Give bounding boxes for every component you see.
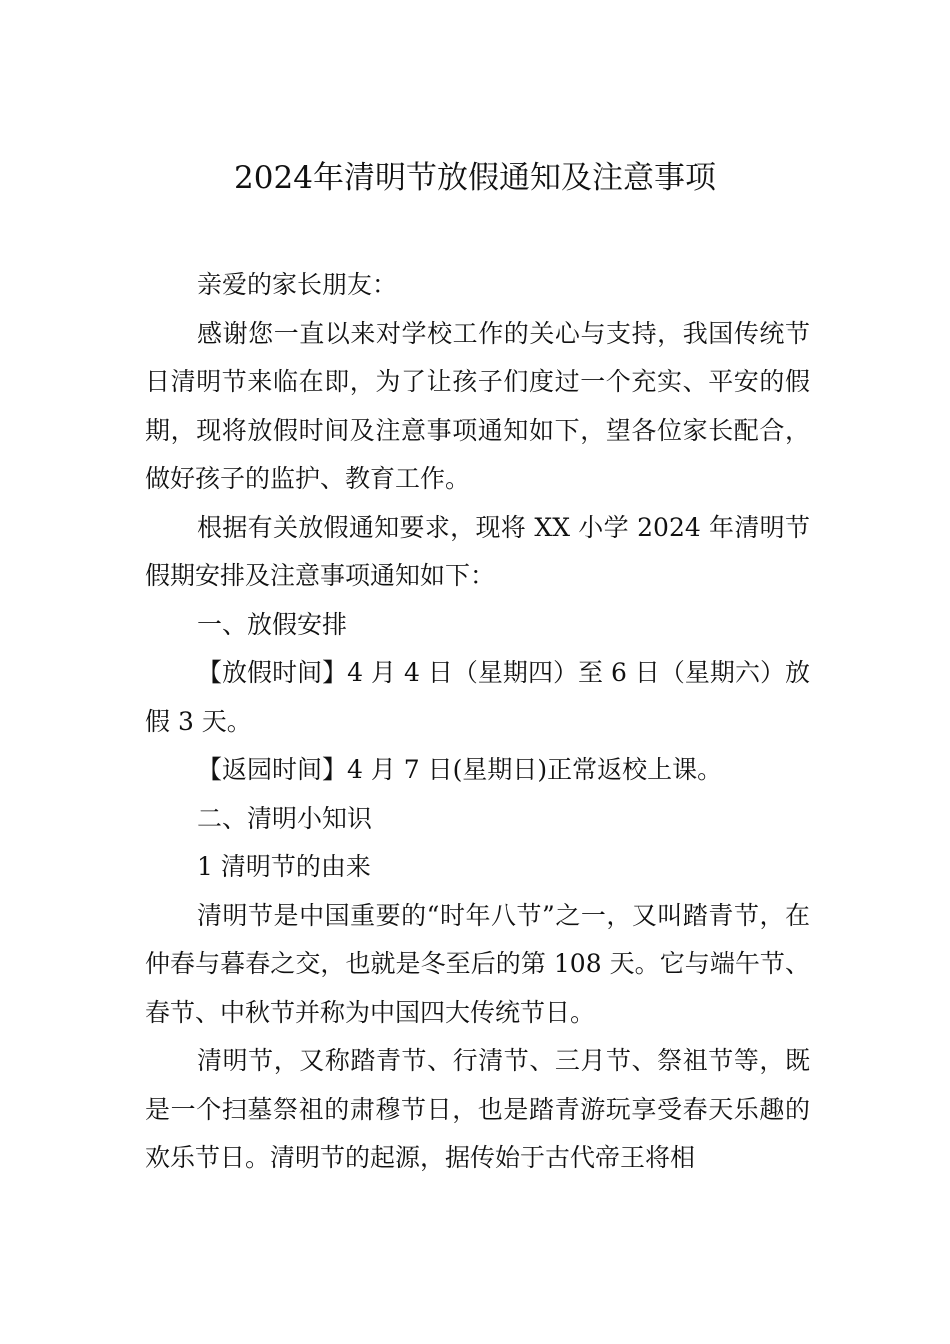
subheading-origin: 1 清明节的由来: [197, 852, 371, 881]
origin-paragraph-1: 清明节是中国重要的“时年八节”之一，又叫踏青节，在仲春与暮春之交，也就是冬至后的第 108 天。它与端午节、春节、中秋节并称为中国四大传统节日。: [145, 900, 810, 1027]
holiday-time-paragraph: 【放假时间】4 月 4 日（星期四）至 6 日（星期六）放假 3 天。: [145, 658, 810, 736]
greeting-paragraph: 亲爱的家长朋友：: [197, 270, 398, 299]
section-heading-knowledge: 二、清明小知识: [197, 803, 373, 833]
origin-paragraph-2: 清明节，又称踏青节、行清节、三月节、祭祖节等，既是一个扫墓祭祖的肃穆节日，也是踏青游玩享受春天乐趣的欢乐节日。清明节的起源，据传始于古代帝王将相: [145, 1046, 810, 1172]
return-time-paragraph: 【返园时间】4 月 7 日(星期日)正常返校上课。: [197, 755, 723, 784]
document-title: 2024年清明节放假通知及注意事项: [234, 160, 716, 196]
document-body: [145, 261, 810, 1183]
notice-paragraph: 根据有关放假通知要求，现将 XX 小学 2024 年清明节假期安排及注意事项通知如下：: [145, 512, 810, 590]
intro-paragraph: 感谢您一直以来对学校工作的关心与支持，我国传统节日清明节来临在即，为了让孩子们度过一个充实、平安的假期，现将放假时间及注意事项通知如下，望各位家长配合，做好孩子的监护、教育工作。: [145, 318, 810, 493]
section-heading-holiday: 一、放假安排: [197, 609, 348, 639]
